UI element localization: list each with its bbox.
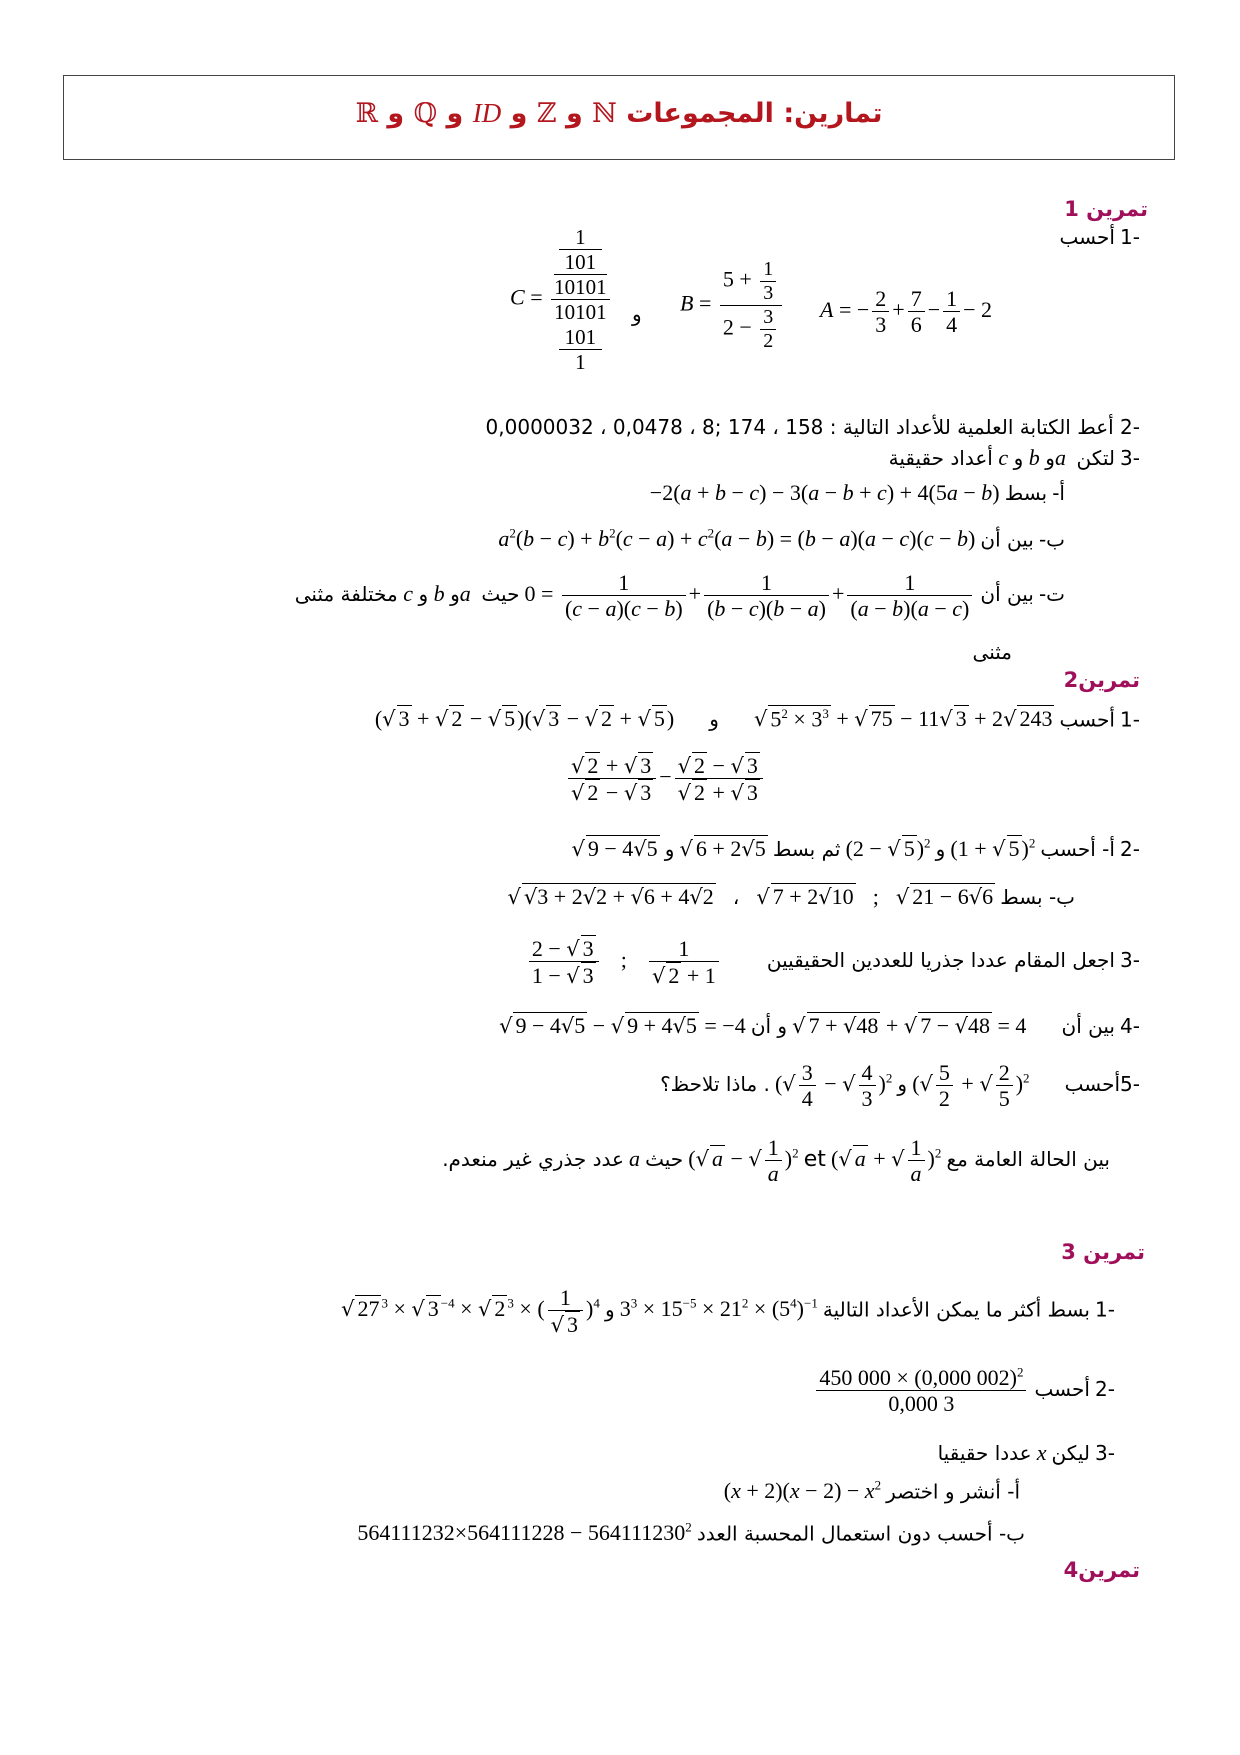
q-label: ت- <box>1038 581 1065 606</box>
q-text: بين الحالة العامة مع <box>946 1146 1110 1171</box>
ex2-q1-expr3: $\frac{√ 2 + √ 3}{√ 2 - √ 3}$ − $\frac{√ 2 - √ 3}{√ 2 + √ 3}$ <box>565 752 766 806</box>
ex2-q3: -3 اجعل المقام عددا جذريا للعددين الحقيقيين $\frac{1}{√ 2 + 1}$ ; $\frac{2 - √ 3}{1 - √ 3}$ <box>526 935 1140 989</box>
page-title <box>64 98 1174 129</box>
ex2-q2b: ب- بسط √ 21 − 6√6 ; √ 7 + 2√10 ، √ √3 + 2√2 + √6 + 4√2 <box>507 884 1075 909</box>
set-z: ℤ <box>536 98 557 129</box>
ex1-q3b: ب- بين أن $a^2(b - c) + b^2(c - a) + c^2(a - b) = (b - a)(a - c)(c - b)$ <box>498 526 1065 552</box>
q-text: أ- أنشر و اختصر <box>886 1479 1020 1504</box>
q-text: أحسب <box>1059 225 1115 249</box>
q-number: -5 <box>1120 1071 1140 1096</box>
q-where: حيث <box>481 581 520 606</box>
conj-and: و <box>632 302 642 326</box>
q-text: بسط أكثر ما يمكن الأعداد التالية <box>822 1297 1090 1322</box>
q-text: أحسب <box>1059 707 1115 732</box>
q-values: 158 ، 174 ;8 ، 0,0478 ، 0,0000032 <box>485 415 824 439</box>
q-text: اجعل المقام عددا جذريا للعددين الحقيقيين <box>766 947 1115 972</box>
ex3-q3a: أ- أنشر و اختصر $(x + 2)(x - 2) - x^2$ <box>723 1478 1020 1504</box>
ex3-q2: -2 أحسب $\frac{450 000 \times (0,000 002)^2}{0,000 3}$ <box>813 1365 1115 1417</box>
ex1-q1 <box>1060 225 1140 249</box>
q-number: -1 <box>1095 1297 1115 1322</box>
q-text: ليكن <box>1051 1441 1090 1465</box>
q-et: et <box>803 1146 826 1172</box>
ex2-q5: -5أحسب (√ $\frac{5}{2}$ + √ $\frac{2}{5}$ )$^2$ و (√ $\frac{3}{4}$ − √ $\frac{4}{3}$ )$^2$ . ماذا تلاحظ؟ <box>660 1060 1140 1112</box>
ex1-q3c: ت- بين أن 0 = $\frac{1}{(c - a)(c - b)}$ + $\frac{1}{(b - c)(b - a)}$ + $\frac{1}{(a - b)(a - c)}$ حيث a و b و c مختلفة مثنى <box>294 570 1065 622</box>
q-tail: عدد جذري غير منعدم. <box>442 1146 624 1171</box>
title-conj: و <box>387 98 405 129</box>
q-text: ب- أحسب دون استعمال المحسبة العدد <box>696 1521 1025 1546</box>
q-number: -1 <box>1120 225 1140 249</box>
title-prefix: تمارين: المجموعات <box>626 98 883 129</box>
q-text: بين أن <box>1061 1014 1115 1038</box>
title-conj: و <box>510 98 528 129</box>
q-tail: عددا حقيقيا <box>937 1441 1032 1465</box>
q-number: -3 <box>1095 1441 1115 1465</box>
q-label: أ- <box>1052 481 1065 505</box>
exercise-3-heading: تمرين 3 <box>1061 1240 1145 1264</box>
ex1-q3a: أ- بسط −2(a + b − c) − 3(a − b + c) + 4(5a − b) <box>649 480 1065 505</box>
q-text: أعط الكتابة العلمية للأعداد التالية : <box>829 415 1114 439</box>
exercise-4-heading: تمرين4 <box>1063 1558 1140 1582</box>
title-conj: و <box>565 98 583 129</box>
q-tail: مختلفة مثنى <box>294 581 398 606</box>
set-q: ℚ <box>413 98 438 129</box>
ex3-q1: -1 بسط أكثر ما يمكن الأعداد التالية $3^3 \times 15^{-5} \times 21^2 \times (5^4)^{-1}$ و √ 27 $^3$ × √ 3 $^{-4}$ × √ 2 $^3$ × ( $\frac{1}{√ 3}$ )$^4$ <box>341 1285 1115 1338</box>
q-number: -2 <box>1120 415 1140 439</box>
ex3-q3b: ب- أحسب دون استعمال المحسبة العدد $564111232\times 564111228 - 564111230^2$ <box>357 1520 1025 1546</box>
ex1-q2 <box>486 415 1140 439</box>
q-text: ب- بسط <box>1000 885 1075 909</box>
ex1-q3c-wrap: مثنى <box>972 640 1012 664</box>
q-number: -2 <box>1095 1376 1115 1401</box>
set-d: ID <box>472 98 502 128</box>
expr-a: A = − $\frac{2}{3}$ + $\frac{7}{6}$ − $\frac{1}{4}$ − 2 <box>820 286 993 338</box>
ex3-q3: -3 ليكن x عددا حقيقيا <box>937 1440 1115 1465</box>
ex2-q1: -1 أحسب √ $5^2 \times 3^3$ + √ 75 − 11√ 3 + 2√ 243 و (√ 3 + √ 2 − √ 5)(√ 3 − √ 2 + √ 5) <box>374 706 1140 732</box>
ex2-q2a: -2 أ- أحسب (1 + √ 5)$^2$ و (2 − √ 5)$^2$ ثم بسط √ 6 + 2√5 و √ 9 − 4√5 <box>571 835 1140 861</box>
q-text: أحسب <box>1034 1376 1090 1401</box>
q-tail: . ماذا تلاحظ؟ <box>660 1071 770 1096</box>
conj-and: و <box>604 1297 615 1322</box>
expr-b: B = 5 + $\frac{1}{3}$ 2 − $\frac{3}{2}$ <box>680 258 785 353</box>
q-and: و أن <box>750 1014 788 1038</box>
q-number: -2 <box>1120 837 1140 861</box>
q-label: ب- <box>1038 527 1065 552</box>
q-where: حيث <box>645 1146 684 1171</box>
exercise-1-heading: تمرين 1 <box>1064 197 1148 221</box>
q-then: ثم بسط <box>772 837 841 861</box>
ex2-q6: بين الحالة العامة مع (√ a + √ $\frac{1}{a}$ )$^2$ et (√ a − √ $\frac{1}{a}$ )$^2$ حيث a عدد جذري غير منعدم. <box>442 1135 1110 1187</box>
conj-and: و <box>709 707 719 732</box>
ex2-q4: -4 بين أن √ 7 + √48 + √ 7 − √48 = 4 و أن √ 9 − 4√5 − √ 9 + 4√5 = −4 <box>499 1013 1140 1038</box>
exercise-2-heading: تمرين2 <box>1063 668 1140 692</box>
q-text: بين أن <box>980 527 1034 552</box>
q-text: أ- أحسب <box>1040 837 1115 861</box>
q-tail: أعداد حقيقية <box>888 446 993 470</box>
q-text: لتكن <box>1076 446 1115 470</box>
set-r: ℝ <box>355 98 378 129</box>
q-text: بين أن <box>980 581 1034 606</box>
title-box <box>63 75 1175 160</box>
title-conj: و <box>446 98 464 129</box>
ex1-q3: -3 لتكن a و b و c أعداد حقيقية <box>888 445 1140 470</box>
q-number: -3 <box>1120 947 1140 972</box>
q-text: بسط <box>1004 481 1048 505</box>
q-number: -3 <box>1120 446 1140 470</box>
q-expr: 564111232×564111228 − 564111230 <box>357 1520 686 1546</box>
set-n: ℕ <box>592 98 617 129</box>
q-number: -1 <box>1120 707 1140 732</box>
q-text: أحسب <box>1064 1071 1121 1096</box>
expr-c: C = 1 101 10101 10101 101 1 <box>510 225 613 374</box>
q-number: -4 <box>1120 1014 1140 1038</box>
